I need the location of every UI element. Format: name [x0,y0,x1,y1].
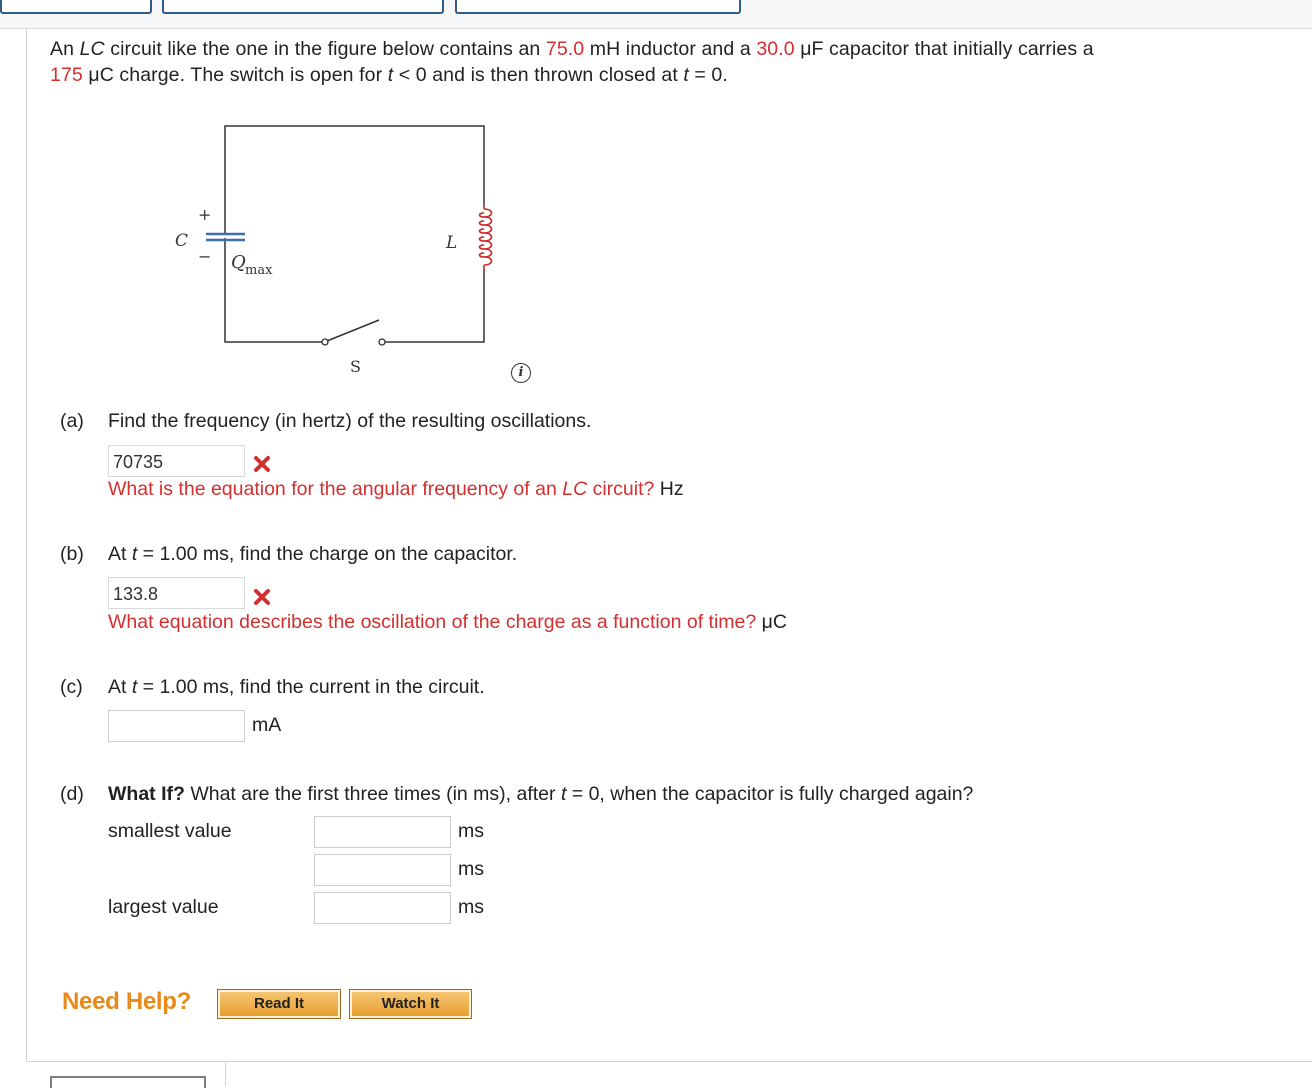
read-it-button[interactable]: Read It [217,989,341,1019]
incorrect-icon [252,587,272,607]
plus-sign: + [198,205,212,224]
charge-subscript: max [245,263,273,278]
part-b-label: (b) [60,543,84,565]
part-c-unit: mA [252,714,282,736]
wire-right-bottom [385,269,484,342]
part-a-answer-input[interactable]: 70735 [108,445,245,477]
watch-it-button[interactable]: Watch It [349,989,472,1019]
toolbar-tab[interactable] [455,0,741,14]
charge-label: Q [231,252,246,273]
switch-terminal-right [379,339,385,345]
part-b-question: At t = 1.00 ms, find the charge on the capacitor. [108,543,518,565]
info-icon[interactable]: i [511,363,531,383]
toolbar-tab[interactable] [0,0,152,14]
part-a-hint: What is the equation for the angular frequency of an LC circuit? Hz [108,478,684,500]
largest-value-label: largest value [108,896,219,918]
part-d-answer-1-input[interactable] [314,816,451,848]
minus-sign: − [198,247,212,266]
problem-statement: An LC circuit like the one in the figure below contains an 75.0 mH inductor and a 30.0 μF capacitor that initially carries a 175 μC charge. The switch is open for t < 0 and is then thrown closed at t = 0. [50,38,1094,86]
next-section-button[interactable] [50,1076,206,1088]
part-c-label: (c) [60,676,83,698]
part-a-label: (a) [60,410,84,432]
bottom-divider-vertical [225,1062,226,1086]
charge-value: 175 [50,64,83,86]
part-a-unit: Hz [659,478,684,500]
part-c-question: At t = 1.00 ms, find the current in the circuit. [108,676,485,698]
part-a-question: Find the frequency (in hertz) of the resulting oscillations. [108,410,592,432]
incorrect-icon [252,454,272,474]
left-divider [26,28,27,1062]
capacitance-value: 30.0 [756,38,795,60]
part-d-answer-2-input[interactable] [314,854,451,886]
part-d-label: (d) [60,783,84,805]
capacitor-label: C [175,231,189,251]
part-d-unit-2: ms [458,858,484,880]
part-d-answer-3-input[interactable] [314,892,451,924]
inductor-label: L [446,233,458,253]
need-help-label: Need Help? [62,988,192,1015]
smallest-value-label: smallest value [108,820,232,842]
part-b-answer-input[interactable]: 133.8 [108,577,245,609]
top-toolbar [0,0,1312,29]
part-c-answer-input[interactable] [108,710,245,742]
switch-terminal-left [322,339,328,345]
part-b-hint: What equation describes the oscillation of the charge as a function of time? μC [108,611,787,633]
switch-label: S [350,357,361,376]
bottom-divider [26,1061,1312,1062]
toolbar-tab[interactable] [162,0,444,14]
part-d-unit-1: ms [458,820,484,842]
inductance-value: 75.0 [545,38,585,60]
part-d-question: What If? What are the first three times (in ms), after t = 0, when the capacitor is fully charged again? [108,783,974,805]
part-d-unit-3: ms [458,896,484,918]
inductor-coil [480,205,492,269]
wire-top [225,126,484,234]
part-b-unit: μC [761,611,787,633]
lc-circuit-figure [160,110,560,390]
switch-blade [327,320,379,341]
